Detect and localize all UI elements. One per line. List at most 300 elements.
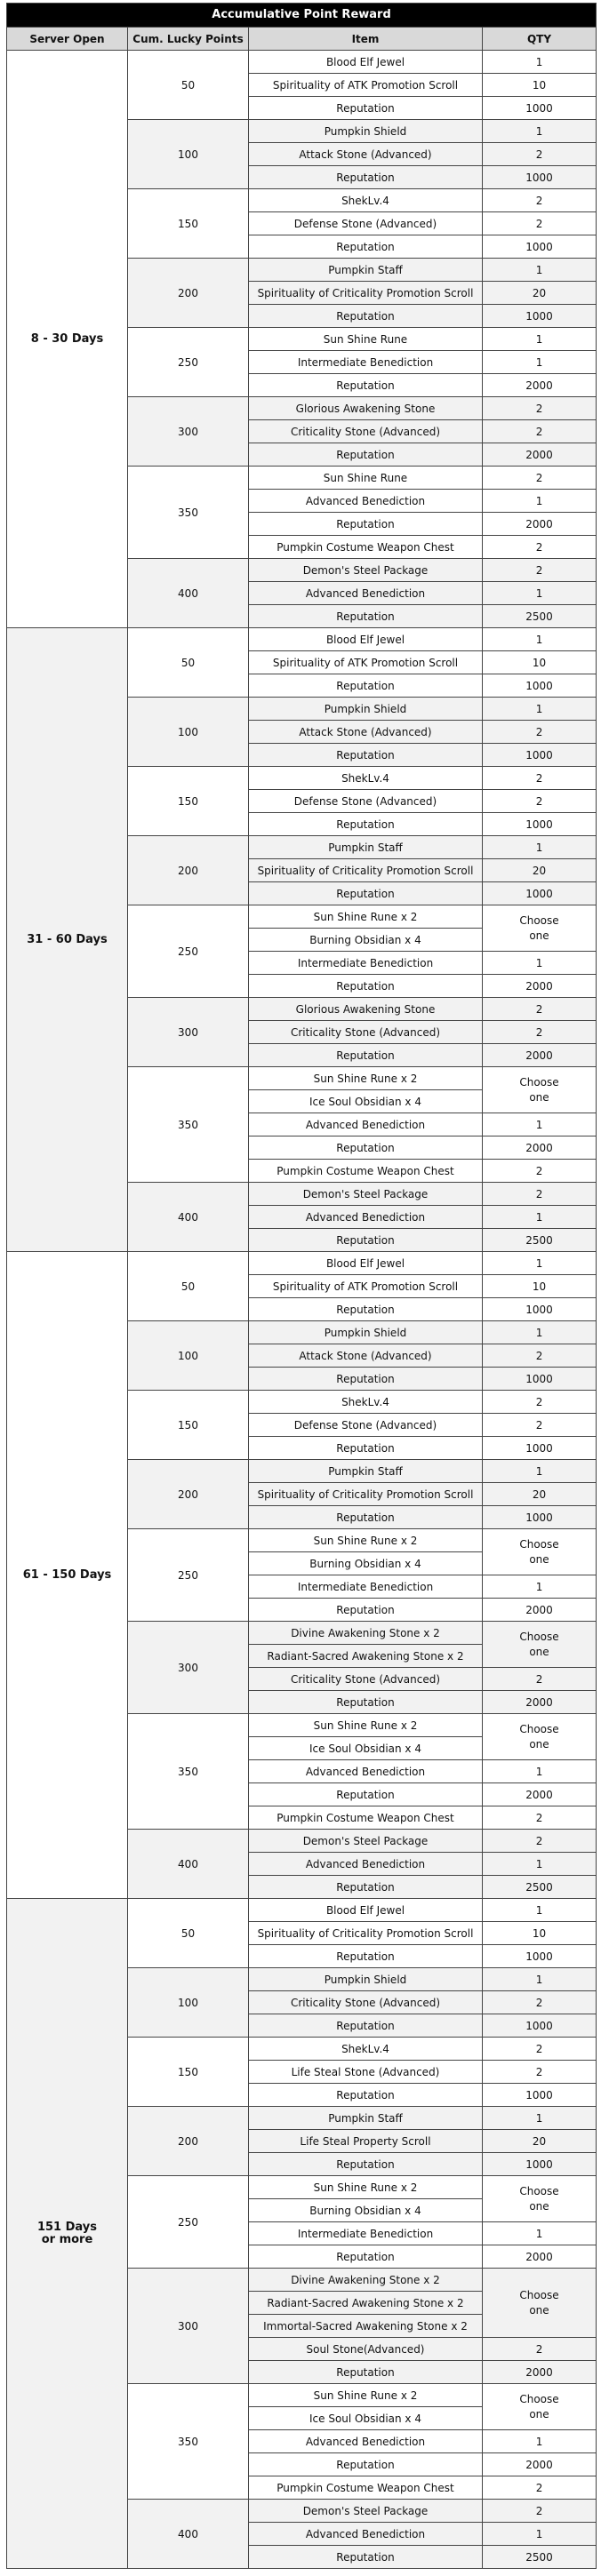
table-row: [7, 628, 597, 651]
item-name-cell: Defense Stone (Advanced): [249, 212, 483, 235]
item-name-cell: Attack Stone (Advanced): [249, 1344, 483, 1368]
qty-cell: [483, 2430, 597, 2453]
qty-line: 2000: [525, 448, 553, 461]
qty-line: one: [529, 1552, 549, 1566]
qty-line: Choose: [519, 2392, 559, 2405]
qty-line: one: [529, 2407, 549, 2420]
item-name-cell: Spirituality of ATK Promotion Scroll: [249, 74, 483, 97]
reward-table: [6, 3, 597, 2569]
qty-line: 1000: [525, 171, 553, 184]
qty-line: 1000: [525, 1950, 553, 1963]
qty-cell: [483, 189, 597, 212]
header-qty: QTY: [483, 28, 597, 51]
lucky-points-cell: 150: [128, 2038, 249, 2107]
qty-cell: [483, 1368, 597, 1391]
qty-line: Choose: [519, 1075, 559, 1089]
item-name-cell: Reputation: [249, 166, 483, 189]
qty-line: Choose: [519, 1722, 559, 1735]
item-name-cell: Life Steal Stone (Advanced): [249, 2061, 483, 2084]
item-name-cell: Reputation: [249, 374, 483, 397]
qty-line: 20: [532, 2134, 547, 2148]
item-name-cell: Pumpkin Staff: [249, 836, 483, 859]
qty-cell: [483, 767, 597, 790]
qty-line: 2: [535, 1811, 543, 1824]
qty-cell: [483, 1529, 597, 1575]
qty-cell: [483, 628, 597, 651]
item-name-cell: Soul Stone(Advanced): [249, 2338, 483, 2361]
item-name-cell: ShekLv.4: [249, 2038, 483, 2061]
qty-line: 1000: [525, 887, 553, 900]
item-name-cell: Reputation: [249, 305, 483, 328]
item-name-cell: Burning Obsidian x 4: [249, 1552, 483, 1575]
qty-line: one: [529, 1737, 549, 1751]
qty-line: 2: [535, 1672, 543, 1686]
server-open-line: or more: [41, 2232, 93, 2246]
lucky-points-cell: 50: [128, 1899, 249, 1968]
qty-cell: [483, 420, 597, 443]
item-name-cell: Pumpkin Shield: [249, 698, 483, 721]
item-name-cell: Reputation: [249, 1229, 483, 1252]
qty-line: 2: [535, 471, 543, 484]
item-name-cell: Reputation: [249, 1599, 483, 1622]
qty-line: 1: [535, 1973, 543, 1986]
qty-cell: [483, 1991, 597, 2014]
server-open-cell: [7, 51, 128, 628]
item-name-cell: Advanced Benediction: [249, 1760, 483, 1783]
qty-cell: [483, 536, 597, 559]
lucky-points-cell: 350: [128, 2384, 249, 2500]
qty-line: 2500: [525, 610, 553, 623]
qty-cell: [483, 721, 597, 744]
lucky-points-cell: 200: [128, 2107, 249, 2176]
lucky-points-cell: 300: [128, 1622, 249, 1714]
qty-cell: [483, 1691, 597, 1714]
qty-cell: [483, 305, 597, 328]
qty-line: 1: [535, 1580, 543, 1593]
item-name-cell: Intermediate Benediction: [249, 952, 483, 975]
item-name-cell: Reputation: [249, 235, 483, 259]
qty-line: 2000: [525, 1141, 553, 1154]
item-name-cell: Blood Elf Jewel: [249, 1899, 483, 1922]
qty-line: 2000: [525, 1049, 553, 1062]
qty-line: Choose: [519, 1630, 559, 1643]
qty-cell: [483, 2546, 597, 2569]
item-name-cell: Advanced Benediction: [249, 582, 483, 605]
item-name-cell: Reputation: [249, 674, 483, 698]
qty-cell: [483, 1275, 597, 1298]
item-name-cell: Sun Shine Rune x 2: [249, 905, 483, 929]
lucky-points-cell: 350: [128, 1714, 249, 1830]
item-name-cell: Criticality Stone (Advanced): [249, 1021, 483, 1044]
item-name-cell: Reputation: [249, 513, 483, 536]
qty-cell: [483, 2453, 597, 2476]
qty-cell: [483, 282, 597, 305]
server-open-cell: [7, 1252, 128, 1899]
server-open-line: 8 - 30 Days: [30, 331, 104, 346]
lucky-points-cell: 200: [128, 1460, 249, 1529]
lucky-points-cell: 300: [128, 397, 249, 467]
item-name-cell: Reputation: [249, 882, 483, 905]
item-name-cell: Reputation: [249, 1691, 483, 1714]
qty-line: 10: [532, 1926, 547, 1940]
lucky-points-cell: 200: [128, 259, 249, 328]
item-name-cell: Reputation: [249, 605, 483, 628]
qty-line: 2: [535, 217, 543, 230]
item-name-cell: Pumpkin Costume Weapon Chest: [249, 2476, 483, 2500]
qty-line: 2: [535, 1349, 543, 1362]
qty-line: 1: [535, 332, 543, 346]
server-open-cell: [7, 628, 128, 1252]
qty-cell: [483, 513, 597, 536]
item-name-cell: Radiant-Sacred Awakening Stone x 2: [249, 2292, 483, 2315]
item-name-cell: Sun Shine Rune x 2: [249, 1714, 483, 1737]
header-cum-lucky-points: Cum. Lucky Points: [128, 28, 249, 51]
qty-cell: [483, 443, 597, 467]
item-name-cell: Radiant-Sacred Awakening Stone x 2: [249, 1645, 483, 1668]
qty-cell: [483, 1206, 597, 1229]
qty-cell: [483, 1876, 597, 1899]
header-server-open: Server Open: [7, 28, 128, 51]
item-name-cell: Advanced Benediction: [249, 2430, 483, 2453]
qty-cell: [483, 674, 597, 698]
qty-line: 2500: [525, 1233, 553, 1247]
item-name-cell: Pumpkin Costume Weapon Chest: [249, 1160, 483, 1183]
qty-line: 1000: [525, 240, 553, 253]
item-name-cell: Pumpkin Staff: [249, 2107, 483, 2130]
qty-cell: [483, 328, 597, 351]
qty-line: 2000: [525, 2365, 553, 2379]
qty-line: 1000: [525, 1372, 553, 1385]
qty-line: 1000: [525, 1511, 553, 1524]
item-name-cell: Criticality Stone (Advanced): [249, 1991, 483, 2014]
qty-line: 10: [532, 78, 547, 92]
qty-cell: [483, 1067, 597, 1113]
qty-cell: [483, 1160, 597, 1183]
item-name-cell: Reputation: [249, 2245, 483, 2269]
qty-line: 2: [535, 1164, 543, 1177]
item-name-cell: Sun Shine Rune x 2: [249, 1067, 483, 1090]
qty-cell: [483, 1136, 597, 1160]
lucky-points-cell: 250: [128, 1529, 249, 1622]
qty-cell: [483, 744, 597, 767]
qty-cell: [483, 1714, 597, 1760]
item-name-cell: Demon's Steel Package: [249, 2500, 483, 2523]
qty-cell: [483, 905, 597, 952]
qty-cell: [483, 2084, 597, 2107]
qty-line: 1: [535, 263, 543, 276]
qty-line: 1: [535, 355, 543, 369]
qty-line: Choose: [519, 1537, 559, 1551]
table-title: Accumulative Point Reward: [7, 4, 597, 28]
item-name-cell: Intermediate Benediction: [249, 351, 483, 374]
qty-cell: [483, 166, 597, 189]
qty-line: 2: [535, 2065, 543, 2078]
lucky-points-cell: 100: [128, 1321, 249, 1391]
item-name-cell: Advanced Benediction: [249, 1853, 483, 1876]
item-name-cell: Pumpkin Shield: [249, 1968, 483, 1991]
lucky-points-cell: 350: [128, 467, 249, 559]
lucky-points-cell: 100: [128, 1968, 249, 2038]
qty-line: 2: [535, 1025, 543, 1039]
item-name-cell: Demon's Steel Package: [249, 1830, 483, 1853]
item-name-cell: Spirituality of Criticality Promotion Scroll: [249, 282, 483, 305]
item-name-cell: Pumpkin Shield: [249, 1321, 483, 1344]
item-name-cell: Sun Shine Rune: [249, 328, 483, 351]
item-name-cell: Spirituality of ATK Promotion Scroll: [249, 1275, 483, 1298]
item-name-cell: ShekLv.4: [249, 189, 483, 212]
qty-line: 1: [535, 1857, 543, 1870]
item-name-cell: Advanced Benediction: [249, 1113, 483, 1136]
qty-line: 1000: [525, 817, 553, 831]
item-name-cell: Intermediate Benediction: [249, 2222, 483, 2245]
item-name-cell: Attack Stone (Advanced): [249, 721, 483, 744]
qty-cell: [483, 2269, 597, 2338]
item-name-cell: Pumpkin Costume Weapon Chest: [249, 1806, 483, 1830]
qty-cell: [483, 1183, 597, 1206]
qty-line: 2000: [525, 1695, 553, 1709]
qty-line: 1000: [525, 2157, 553, 2171]
qty-cell: [483, 2153, 597, 2176]
qty-cell: [483, 2523, 597, 2546]
lucky-points-cell: 400: [128, 559, 249, 628]
item-name-cell: Reputation: [249, 2153, 483, 2176]
item-name-cell: Spirituality of ATK Promotion Scroll: [249, 651, 483, 674]
qty-cell: [483, 1622, 597, 1668]
qty-line: 1: [535, 1326, 543, 1339]
qty-cell: [483, 1853, 597, 1876]
qty-cell: [483, 51, 597, 74]
qty-line: 2: [535, 563, 543, 577]
server-open-line: 31 - 60 Days: [27, 932, 108, 946]
qty-cell: [483, 1437, 597, 1460]
lucky-points-cell: 400: [128, 2500, 249, 2569]
qty-line: 1000: [525, 748, 553, 762]
lucky-points-cell: 250: [128, 2176, 249, 2269]
qty-line: 2000: [525, 1603, 553, 1616]
item-name-cell: Pumpkin Staff: [249, 259, 483, 282]
qty-cell: [483, 2014, 597, 2038]
qty-cell: [483, 2130, 597, 2153]
item-name-cell: Sun Shine Rune: [249, 467, 483, 490]
item-name-cell: Demon's Steel Package: [249, 1183, 483, 1206]
qty-cell: [483, 1021, 597, 1044]
qty-line: 2000: [525, 2250, 553, 2263]
qty-cell: [483, 582, 597, 605]
qty-line: one: [529, 2199, 549, 2213]
qty-line: 1: [535, 1765, 543, 1778]
table-row: [7, 1252, 597, 1275]
item-name-cell: Pumpkin Shield: [249, 120, 483, 143]
qty-cell: [483, 1460, 597, 1483]
qty-line: 2: [535, 1395, 543, 1408]
qty-cell: [483, 1298, 597, 1321]
item-name-cell: Sun Shine Rune x 2: [249, 1529, 483, 1552]
qty-line: 1000: [525, 1303, 553, 1316]
item-name-cell: Reputation: [249, 744, 483, 767]
qty-line: 10: [532, 656, 547, 669]
item-name-cell: Pumpkin Staff: [249, 1460, 483, 1483]
item-name-cell: Ice Soul Obsidian x 4: [249, 2407, 483, 2430]
qty-cell: [483, 97, 597, 120]
qty-line: 1000: [525, 679, 553, 692]
qty-line: 1: [535, 1903, 543, 1917]
qty-line: 2: [535, 1996, 543, 2009]
qty-line: one: [529, 2303, 549, 2317]
qty-cell: [483, 1760, 597, 1783]
qty-cell: [483, 2476, 597, 2500]
item-name-cell: ShekLv.4: [249, 1391, 483, 1414]
qty-line: 2: [535, 1418, 543, 1432]
qty-line: 2000: [525, 979, 553, 993]
qty-cell: [483, 2222, 597, 2245]
header-item: Item: [249, 28, 483, 51]
qty-cell: [483, 351, 597, 374]
lucky-points-cell: 250: [128, 905, 249, 998]
item-name-cell: Reputation: [249, 1876, 483, 1899]
qty-line: 1000: [525, 2019, 553, 2032]
table-row: [7, 1899, 597, 1922]
item-name-cell: Spirituality of Criticality Promotion Scroll: [249, 859, 483, 882]
item-name-cell: Glorious Awakening Stone: [249, 998, 483, 1021]
item-name-cell: Reputation: [249, 443, 483, 467]
item-name-cell: Burning Obsidian x 4: [249, 929, 483, 952]
qty-cell: [483, 605, 597, 628]
qty-cell: [483, 859, 597, 882]
qty-line: 1000: [525, 2088, 553, 2101]
qty-line: 2: [535, 1187, 543, 1200]
qty-cell: [483, 790, 597, 813]
qty-line: 1: [535, 1118, 543, 1131]
lucky-points-cell: 400: [128, 1183, 249, 1252]
qty-cell: [483, 397, 597, 420]
lucky-points-cell: 300: [128, 2269, 249, 2384]
qty-cell: [483, 2245, 597, 2269]
qty-line: one: [529, 1645, 549, 1658]
qty-line: 1000: [525, 309, 553, 323]
item-name-cell: ShekLv.4: [249, 767, 483, 790]
qty-cell: [483, 975, 597, 998]
item-name-cell: Blood Elf Jewel: [249, 1252, 483, 1275]
qty-cell: [483, 1483, 597, 1506]
qty-line: 2000: [525, 2458, 553, 2471]
item-name-cell: Reputation: [249, 2084, 483, 2107]
item-name-cell: Reputation: [249, 1368, 483, 1391]
qty-line: 1: [535, 841, 543, 854]
qty-line: 2: [535, 2504, 543, 2517]
item-name-cell: Immortal-Sacred Awakening Stone x 2: [249, 2315, 483, 2338]
qty-line: 20: [532, 1487, 547, 1501]
qty-cell: [483, 490, 597, 513]
lucky-points-cell: 50: [128, 1252, 249, 1321]
item-name-cell: Reputation: [249, 1136, 483, 1160]
item-name-cell: Ice Soul Obsidian x 4: [249, 1090, 483, 1113]
qty-cell: [483, 651, 597, 674]
qty-line: one: [529, 929, 549, 942]
qty-cell: [483, 2361, 597, 2384]
item-name-cell: Blood Elf Jewel: [249, 51, 483, 74]
item-name-cell: Sun Shine Rune x 2: [249, 2384, 483, 2407]
qty-cell: [483, 1414, 597, 1437]
lucky-points-cell: 300: [128, 998, 249, 1067]
qty-cell: [483, 1668, 597, 1691]
item-name-cell: Reputation: [249, 2361, 483, 2384]
qty-cell: [483, 1968, 597, 1991]
item-name-cell: Reputation: [249, 1044, 483, 1067]
qty-cell: [483, 882, 597, 905]
item-name-cell: Divine Awakening Stone x 2: [249, 1622, 483, 1645]
qty-line: 1: [535, 2227, 543, 2240]
qty-line: 2: [535, 2342, 543, 2356]
qty-cell: [483, 1806, 597, 1830]
item-name-cell: Reputation: [249, 1506, 483, 1529]
qty-line: Choose: [519, 2184, 559, 2197]
table-row: [7, 51, 597, 74]
item-name-cell: Demon's Steel Package: [249, 559, 483, 582]
qty-line: 2: [535, 402, 543, 415]
qty-cell: [483, 1830, 597, 1853]
qty-cell: [483, 1321, 597, 1344]
qty-line: 1: [535, 2111, 543, 2125]
item-name-cell: Spirituality of Criticality Promotion Scroll: [249, 1483, 483, 1506]
qty-line: 2: [535, 425, 543, 438]
qty-line: Choose: [519, 2288, 559, 2301]
server-open-cell: [7, 1899, 128, 2569]
qty-cell: [483, 952, 597, 975]
qty-line: 2500: [525, 1880, 553, 1894]
item-name-cell: Reputation: [249, 1783, 483, 1806]
qty-line: 1: [535, 124, 543, 138]
qty-line: 1000: [525, 1441, 553, 1455]
item-name-cell: Ice Soul Obsidian x 4: [249, 1737, 483, 1760]
lucky-points-cell: 50: [128, 628, 249, 698]
lucky-points-cell: 350: [128, 1067, 249, 1183]
qty-line: 1: [535, 956, 543, 969]
qty-cell: [483, 259, 597, 282]
qty-line: 1: [535, 633, 543, 646]
qty-line: 2: [535, 2481, 543, 2494]
qty-cell: [483, 120, 597, 143]
qty-cell: [483, 235, 597, 259]
qty-cell: [483, 1783, 597, 1806]
item-name-cell: Advanced Benediction: [249, 2523, 483, 2546]
qty-cell: [483, 1899, 597, 1922]
qty-line: 2: [535, 2042, 543, 2055]
qty-line: 20: [532, 286, 547, 299]
item-name-cell: Glorious Awakening Stone: [249, 397, 483, 420]
item-name-cell: Defense Stone (Advanced): [249, 790, 483, 813]
qty-line: Choose: [519, 913, 559, 927]
qty-cell: [483, 559, 597, 582]
qty-cell: [483, 2107, 597, 2130]
item-name-cell: Blood Elf Jewel: [249, 628, 483, 651]
lucky-points-cell: 150: [128, 767, 249, 836]
item-name-cell: Reputation: [249, 1298, 483, 1321]
qty-line: 2000: [525, 517, 553, 530]
qty-line: 2000: [525, 379, 553, 392]
item-name-cell: Advanced Benediction: [249, 490, 483, 513]
qty-cell: [483, 2338, 597, 2361]
item-name-cell: Reputation: [249, 2546, 483, 2569]
qty-line: 2: [535, 194, 543, 207]
qty-line: 2: [535, 794, 543, 808]
item-name-cell: Reputation: [249, 2014, 483, 2038]
qty-cell: [483, 374, 597, 397]
qty-line: 2: [535, 148, 543, 161]
item-name-cell: Life Steal Property Scroll: [249, 2130, 483, 2153]
qty-line: 2000: [525, 1788, 553, 1801]
qty-line: 1: [535, 1464, 543, 1478]
qty-cell: [483, 1922, 597, 1945]
